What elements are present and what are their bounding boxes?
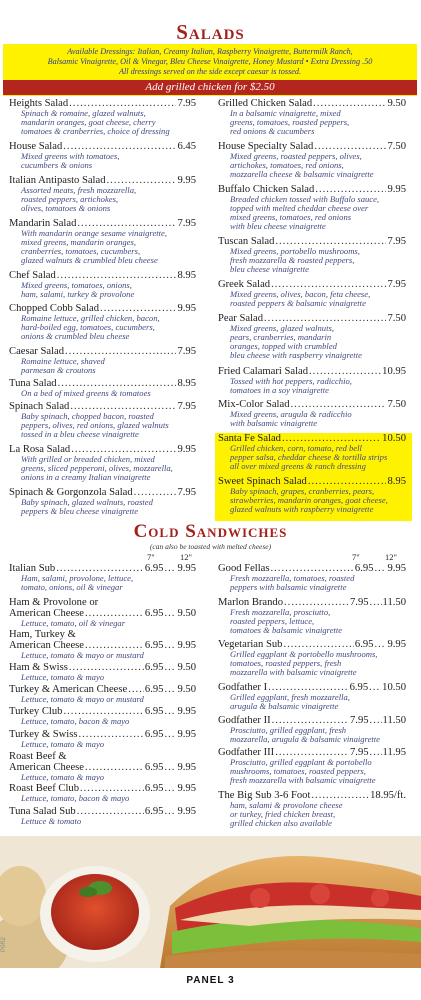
- item-price: 7.95: [350, 597, 369, 608]
- item-name: Godfather I: [218, 682, 268, 693]
- item-name: Turkey Club: [9, 706, 63, 717]
- size-12-header-left: 12": [180, 552, 192, 562]
- item-price: 18.95/ft.: [370, 790, 406, 801]
- side-code: P0R2: [1, 936, 7, 952]
- item-description: ham, salami & provolone cheese: [230, 800, 343, 810]
- item-description: onions in a creamy Italian vinaigrette: [21, 472, 151, 482]
- sandwich-item: [9, 684, 196, 704]
- item-price: 6.95: [144, 762, 164, 773]
- salad-item: [218, 141, 406, 179]
- salad-item: [218, 433, 406, 471]
- item-description: tomatoes & cranberries, choice of dressing: [21, 126, 170, 136]
- item-price-large: 9.95: [177, 762, 196, 773]
- grilled-chicken-banner: Add grilled chicken for $2.50: [3, 80, 417, 95]
- item-description: Grilled eggplant & portobello mushrooms,: [230, 649, 378, 659]
- item-description: Fresh mozzarella, tomatoes, roasted: [230, 573, 355, 583]
- item-description: tomatoes, roasted peppers, fresh: [230, 658, 342, 668]
- item-name: Heights Salad: [9, 98, 69, 109]
- sandwich-item: [9, 751, 196, 782]
- leader-dots: [164, 762, 176, 773]
- item-description: Mixed greens with tomatoes,: [21, 151, 120, 161]
- toast-note: (can also be toasted with melted cheese): [149, 542, 272, 551]
- item-price-large: 9.95: [387, 639, 406, 650]
- item-description: fresh mozzarella with balsamic vinaigrette: [230, 775, 376, 785]
- salad-item: [9, 218, 196, 265]
- dressings-line: Available Dressings: Italian, Creamy Italian, Raspberry Vinaigrette, Buttermilk Ranch,: [67, 47, 353, 56]
- item-description: glazed walnuts & crumbled bleu cheese: [21, 255, 158, 265]
- sandwiches-title: Cold Sandwiches: [133, 521, 288, 542]
- item-name: Marlon Brando: [218, 597, 284, 608]
- salad-item: [9, 270, 196, 299]
- leader-dots: [370, 597, 382, 608]
- item-description: pepper salsa, cheddar cheese & tortilla strips: [230, 452, 388, 462]
- item-name: Tuna Salad: [9, 378, 57, 389]
- salad-item: [9, 444, 196, 482]
- item-name: Good Fellas: [218, 563, 270, 574]
- size-7-header-right: 7": [352, 552, 360, 562]
- item-description: Lettuce, tomato & mayo: [21, 772, 105, 782]
- item-description: Assorted meats, fresh mozzarella,: [21, 185, 137, 195]
- item-name: Italian Sub: [9, 563, 56, 574]
- item-name-row: [9, 629, 196, 640]
- item-price: 8.95: [387, 476, 406, 487]
- item-name-row: [9, 751, 196, 762]
- item-description: mozzarella with balsamic vinaigrette: [230, 667, 357, 677]
- item-name: House Specialty Salad: [218, 141, 314, 152]
- item-description: pears, cranberries, mandarin: [230, 332, 332, 342]
- item-name: Spinach Salad: [9, 401, 70, 412]
- item-description: Mixed greens, glazed walnuts,: [230, 323, 334, 333]
- item-price: 7.95: [387, 279, 406, 290]
- item-price: 7.95: [177, 487, 196, 498]
- sandwich-item: [9, 629, 196, 660]
- item-price-large: 9.95: [177, 783, 196, 794]
- item-description: red onions & cucumbers: [230, 126, 315, 136]
- salad-item: [9, 378, 196, 398]
- item-price: 9.95: [177, 444, 196, 455]
- salad-item: [218, 476, 406, 514]
- item-description: Fresh mozzarella, prosciutto,: [230, 607, 331, 617]
- item-price: 9.95: [387, 184, 406, 195]
- item-price: 7.95: [177, 218, 196, 229]
- item-description: Tossed with hot peppers, radicchio,: [230, 376, 352, 386]
- sandwich-item: [218, 715, 406, 744]
- item-description: artichokes, tomatoes, red onions,: [230, 160, 344, 170]
- item-description: Mixed greens, portobello mushrooms,: [230, 246, 360, 256]
- item-price: 10.95: [382, 366, 406, 377]
- leader-dots: [164, 563, 176, 574]
- item-description: Mixed greens, tomatoes, onions,: [21, 280, 132, 290]
- item-name: Buffalo Chicken Salad: [218, 184, 315, 195]
- item-description: roasted peppers, artichokes,: [21, 194, 119, 204]
- item-description: Lettuce, tomato & mayo: [21, 672, 105, 682]
- item-description: bleu cheese vinaigrette: [230, 264, 309, 274]
- item-description: Ham, salami, provolone, lettuce,: [21, 573, 134, 583]
- item-description: Lettuce, tomato & mayo or mustard: [21, 694, 144, 704]
- item-price-large: 9.95: [387, 563, 406, 574]
- item-name-row: [9, 597, 196, 608]
- item-price: 6.95: [144, 729, 164, 740]
- sandwich-item: [9, 729, 196, 749]
- item-description: hard-boiled egg, tomatoes, cucumbers,: [21, 322, 155, 332]
- salads-title: Salads: [176, 20, 245, 44]
- salad-item: [9, 98, 196, 136]
- item-price-large: 10.50: [382, 682, 406, 693]
- salad-item: [9, 487, 196, 516]
- leader-dots: [164, 806, 176, 817]
- item-description: peppers, olives, red onions, glazed walnuts: [21, 420, 169, 430]
- item-price-large: 11.95: [382, 747, 406, 758]
- item-description: peppers & bleu cheese vinaigrette: [21, 506, 139, 516]
- item-price: 6.95: [144, 783, 164, 794]
- salad-item: [218, 399, 406, 428]
- item-description: ham, salami, turkey & provolone: [21, 289, 135, 299]
- item-description: oranges, topped with crumbled: [230, 341, 337, 351]
- item-price: 6.95: [144, 640, 164, 651]
- item-description: Mixed greens, olives, bacon, feta cheese,: [230, 289, 371, 299]
- item-description: Lettuce, tomato & mayo: [21, 739, 105, 749]
- item-description: Lettuce, tomato, bacon & mayo: [21, 793, 130, 803]
- item-name: Roast Beef Club: [9, 783, 80, 794]
- item-description: with bleu cheese vinaigrette: [230, 221, 326, 231]
- leader-dots: [164, 729, 176, 740]
- item-name: Ham, Turkey &: [9, 629, 76, 640]
- item-description: cranberries, tomatoes, cucumbers,: [21, 246, 141, 256]
- item-name: Roast Beef &: [9, 751, 67, 762]
- sandwich-item: [218, 790, 406, 828]
- item-price: 8.95: [177, 378, 196, 389]
- item-name: Pear Salad: [218, 313, 264, 324]
- item-description: with balsamic vinaigrette: [230, 418, 318, 428]
- item-price: 6.45: [177, 141, 196, 152]
- item-description: all over mixed greens & ranch dressing: [230, 461, 366, 471]
- item-description: Spinach & romaine, glazed walnuts,: [21, 108, 146, 118]
- item-name: The Big Sub 3-6 Foot: [218, 790, 311, 801]
- item-name: Godfather III: [218, 747, 275, 758]
- item-description: or turkey, fried chicken breast,: [230, 809, 336, 819]
- item-name: Sweet Spinach Salad: [218, 476, 307, 487]
- item-name: American Cheese: [9, 762, 85, 773]
- sandwich-item: [9, 662, 196, 682]
- item-price: 7.95: [387, 236, 406, 247]
- item-name: Ham & Provolone or: [9, 597, 99, 608]
- sandwich-item: [9, 563, 196, 592]
- item-description: Grilled chicken, corn, tomato, red bell: [230, 443, 362, 453]
- item-price-large: 9.50: [177, 662, 196, 673]
- item-description: mandarin oranges, goat cheese, cherry: [21, 117, 156, 127]
- sandwich-item: [9, 783, 196, 803]
- item-price: 6.95: [349, 682, 369, 693]
- item-name: House Salad: [9, 141, 63, 152]
- item-price: 6.95: [144, 563, 164, 574]
- item-description: mozzarella, arugula & balsamic vinaigrette: [230, 734, 380, 744]
- item-description: greens, tomatoes, roasted peppers,: [230, 117, 350, 127]
- item-description: Romaine lettuce, shaved: [21, 356, 105, 366]
- food-photo-illustration: [0, 836, 421, 968]
- leader-dots: [369, 682, 381, 693]
- salad-item: [218, 313, 406, 360]
- item-price-large: 9.95: [177, 640, 196, 651]
- leader-dots: [164, 684, 176, 695]
- item-description: Baby spinach, chopped bacon, roasted: [21, 411, 154, 421]
- item-description: mozzarella cheese & balsamic vinaigrette: [230, 169, 374, 179]
- item-description: Lettuce & tomato: [21, 816, 82, 826]
- sandwich-item: [218, 747, 406, 785]
- item-price: 6.95: [144, 608, 164, 619]
- leader-dots: [164, 608, 176, 619]
- item-price: 9.95: [177, 175, 196, 186]
- item-price: 7.95: [177, 401, 196, 412]
- item-name: Fried Calamari Salad: [218, 366, 309, 377]
- item-description: cucumbers & onions: [21, 160, 93, 170]
- item-description: Mixed greens, arugula & radicchio: [230, 409, 352, 419]
- item-name: Ham & Swiss: [9, 662, 68, 673]
- panel-label: PANEL 3: [186, 975, 235, 986]
- leader-dots: [164, 783, 176, 794]
- item-description: On a bed of mixed greens & tomatoes: [21, 388, 151, 398]
- sandwich-item: [218, 639, 406, 677]
- item-price: 10.50: [382, 433, 406, 444]
- leader-dots: [164, 640, 176, 651]
- size-7-header-left: 7": [147, 552, 155, 562]
- salad-item: [9, 401, 196, 439]
- item-price: 7.50: [387, 313, 406, 324]
- item-price: 7.95: [177, 98, 196, 109]
- item-name: Tuna Salad Sub: [9, 806, 76, 817]
- item-price: 6.95: [144, 684, 164, 695]
- item-description: greens, sliced pepperoni, olives, mozzarella,: [21, 463, 173, 473]
- item-price-large: 9.95: [177, 729, 196, 740]
- item-price-large: 9.50: [177, 684, 196, 695]
- item-name: Vegetarian Sub: [218, 639, 283, 650]
- item-description: glazed walnuts with raspberry vinaigrette: [230, 504, 374, 514]
- salad-item: [218, 366, 406, 395]
- leader-dots: [164, 706, 176, 717]
- item-description: peppers with balsamic vinaigrette: [230, 582, 347, 592]
- item-price-large: 9.50: [177, 608, 196, 619]
- item-price-large: 11.50: [382, 715, 406, 726]
- item-description: arugula & balsamic vinaigrette: [230, 701, 339, 711]
- item-description: Breaded chicken tossed with Buffalo sauce,: [230, 194, 380, 204]
- item-description: tomatoes in a soy vinaigrette: [230, 385, 329, 395]
- item-description: Romaine lettuce, grilled chicken, bacon,: [21, 313, 160, 323]
- item-price: 6.95: [144, 662, 164, 673]
- sandwich-item: [9, 597, 196, 628]
- item-description: grilled chicken also available: [230, 818, 332, 828]
- item-price: 6.95: [144, 706, 164, 717]
- sandwich-item: [218, 597, 406, 635]
- item-name: Chef Salad: [9, 270, 56, 281]
- dressings-line: All dressings served on the side except caesar is tossed.: [118, 67, 302, 76]
- salad-item: [9, 175, 196, 213]
- item-description: Lettuce, tomato, oil & vinegar: [21, 618, 126, 628]
- sandwich-item: [9, 806, 196, 826]
- item-description: mushrooms, tomatoes, roasted peppers,: [230, 766, 366, 776]
- food-photo: [0, 836, 421, 968]
- sandwich-item: [9, 706, 196, 726]
- leader-dots: [374, 563, 386, 574]
- item-description: topped with melted cheddar cheese over: [230, 203, 369, 213]
- item-name: Greek Salad: [218, 279, 271, 290]
- item-description: In a balsamic vinaigrette, mixed: [230, 108, 341, 118]
- item-price-large: 9.95: [177, 706, 196, 717]
- item-name: Mix-Color Salad: [218, 399, 290, 410]
- item-description: tomatoes & balsamic vinaigrette: [230, 625, 343, 635]
- item-description: bleu cheese with raspberry vinaigrette: [230, 350, 362, 360]
- sandwich-item: [218, 563, 406, 592]
- dressings-line: Balsamic Vinaigrette, Oil & Vinegar, Bleu Cheese Vinaigrette, Honey Mustard • Extra Dressing .50: [47, 57, 373, 66]
- item-price: 7.95: [177, 346, 196, 357]
- item-description: Lettuce, tomato, bacon & mayo: [21, 716, 130, 726]
- salad-item: [218, 279, 406, 308]
- item-description: mixed greens, mandarin oranges,: [21, 237, 136, 247]
- item-description: strawberries, mandarin oranges, goat cheese,: [230, 495, 388, 505]
- item-price: 9.50: [387, 98, 406, 109]
- item-name: Chopped Cobb Salad: [9, 303, 100, 314]
- item-description: onions & crumbled bleu cheese: [21, 331, 130, 341]
- item-description: Baby spinach, grapes, cranberries, pears,: [230, 486, 375, 496]
- item-name: Tuscan Salad: [218, 236, 275, 247]
- item-price: 7.95: [350, 715, 369, 726]
- item-description: Prosciutto, grilled eggplant & portobello: [230, 757, 372, 767]
- item-price-large: 11.50: [382, 597, 406, 608]
- leader-dots: [77, 806, 144, 817]
- salad-item: [9, 346, 196, 375]
- item-description: olives, tomatoes & onions: [21, 203, 111, 213]
- item-price: 6.95: [354, 563, 374, 574]
- item-description: Lettuce, tomato & mayo or mustard: [21, 650, 144, 660]
- item-name: American Cheese: [9, 608, 85, 619]
- item-name: Grilled Chicken Salad: [218, 98, 313, 109]
- item-description: tomato, onions, oil & vinegar: [21, 582, 123, 592]
- size-12-header-right: 12": [385, 552, 397, 562]
- sandwich-item: [218, 682, 406, 711]
- item-name: Turkey & Swiss: [9, 729, 78, 740]
- item-price: 7.95: [350, 747, 369, 758]
- item-name: Santa Fe Salad: [218, 433, 281, 444]
- item-name: Mandarin Salad: [9, 218, 77, 229]
- item-description: parmesan & croutons: [21, 365, 96, 375]
- item-price: 6.95: [354, 639, 374, 650]
- item-price: 7.50: [387, 141, 406, 152]
- item-name: La Rosa Salad: [9, 444, 71, 455]
- item-price: 8.95: [177, 270, 196, 281]
- salad-item: [218, 236, 406, 274]
- item-name: Spinach & Gorgonzola Salad: [9, 487, 133, 498]
- leader-dots: [370, 715, 382, 726]
- item-description: Grilled eggplant, fresh mozzarella,: [230, 692, 350, 702]
- item-description: tossed in a bleu cheese vinaigrette: [21, 429, 139, 439]
- item-price-large: 9.95: [177, 806, 196, 817]
- item-price-large: 9.95: [177, 563, 196, 574]
- item-description: fresh mozzarella & roasted peppers,: [230, 255, 355, 265]
- item-description: With mandarin orange sesame vinaigrette,: [21, 228, 167, 238]
- item-name: Turkey & American Cheese: [9, 684, 128, 695]
- salad-item: [218, 98, 406, 136]
- salad-item: [218, 184, 406, 231]
- item-name: Caesar Salad: [9, 346, 65, 357]
- item-name: Italian Antipasto Salad: [9, 175, 106, 186]
- salad-item: [9, 141, 196, 170]
- item-price: 9.95: [177, 303, 196, 314]
- salad-item: [9, 303, 196, 341]
- item-description: roasted peppers, lettuce,: [230, 616, 315, 626]
- item-name: Godfather II: [218, 715, 271, 726]
- item-description: Baby spinach, glazed walnuts, roasted: [21, 497, 153, 507]
- item-name: American Cheese: [9, 640, 85, 651]
- item-price: 7.50: [387, 399, 406, 410]
- item-description: Prosciutto, grilled eggplant, fresh: [230, 725, 347, 735]
- item-description: roasted peppers & balsamic vinaigrette: [230, 298, 366, 308]
- leader-dots: [164, 662, 176, 673]
- item-price: 6.95: [144, 806, 164, 817]
- item-description: mixed greens, tomatoes, red onions: [230, 212, 352, 222]
- item-description: Mixed greens, roasted peppers, olives,: [230, 151, 362, 161]
- item-description: With grilled or breaded chicken, mixed: [21, 454, 155, 464]
